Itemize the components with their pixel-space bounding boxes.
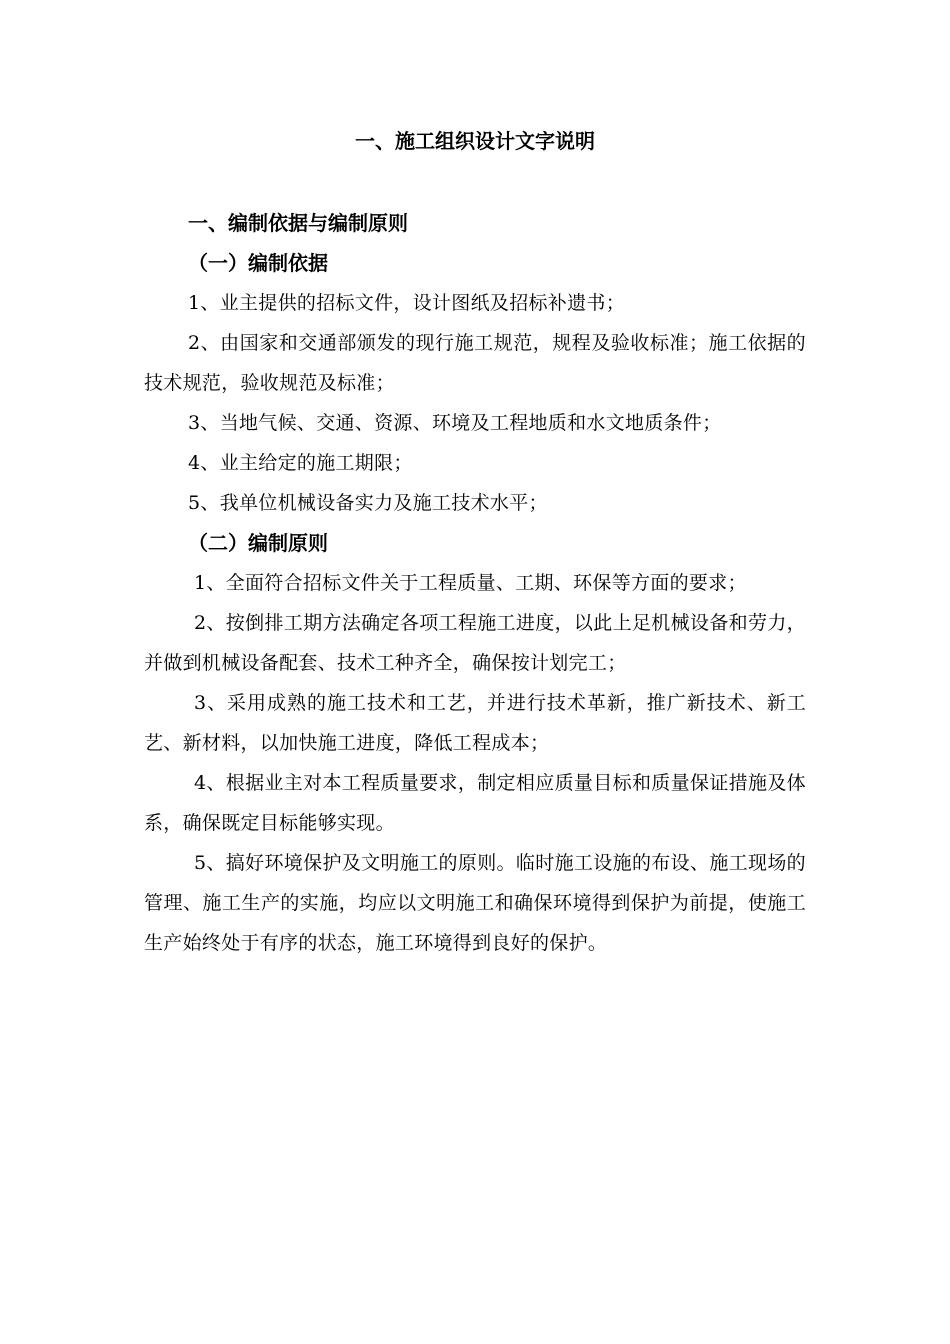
basis-item-5: 5、我单位机械设备实力及施工技术水平； xyxy=(188,492,548,514)
basis-item-2: 2、由国家和交通部颁发的现行施工规范，规程及验收标准；施工依据的技术规范，验收规范及标准； xyxy=(144,332,806,394)
principle-item-2: 2、按倒排工期方法确定各项工程施工进度，以此上足机械设备和劳力，并做到机械设备配套、技术工种齐全，确保按计划完工； xyxy=(144,612,806,674)
basis-item-4: 4、业主给定的施工期限； xyxy=(188,452,413,474)
subsection-heading-principles: （二）编制原则 xyxy=(188,531,328,555)
principle-item-1: 1、全面符合招标文件关于工程质量、工期、环保等方面的要求； xyxy=(194,572,747,594)
principle-item-5: 5、搞好环境保护及文明施工的原则。临时施工设施的布设、施工现场的管理、施工生产的实施，均应以文明施工和确保环境得到保护为前提，使施工生产始终处于有序的状态，施工环境得到良好的保护。 xyxy=(144,852,806,954)
principle-item-4: 4、根据业主对本工程质量要求，制定相应质量目标和质量保证措施及体系，确保既定目标能够实现。 xyxy=(144,772,806,834)
subsection-heading-basis: （一）编制依据 xyxy=(188,251,328,275)
principle-item-3: 3、采用成熟的施工技术和工艺，并进行技术革新，推广新技术、新工艺、新材料，以加快施工进度，降低工程成本； xyxy=(144,692,806,754)
section-heading: 一、编制依据与编制原则 xyxy=(188,211,408,235)
document-title: 一、施工组织设计文字说明 xyxy=(355,129,595,153)
basis-item-1: 1、业主提供的招标文件，设计图纸及招标补遗书； xyxy=(188,292,625,314)
document-body xyxy=(144,203,806,963)
basis-item-3: 3、当地气候、交通、资源、环境及工程地质和水文地质条件； xyxy=(188,412,722,434)
